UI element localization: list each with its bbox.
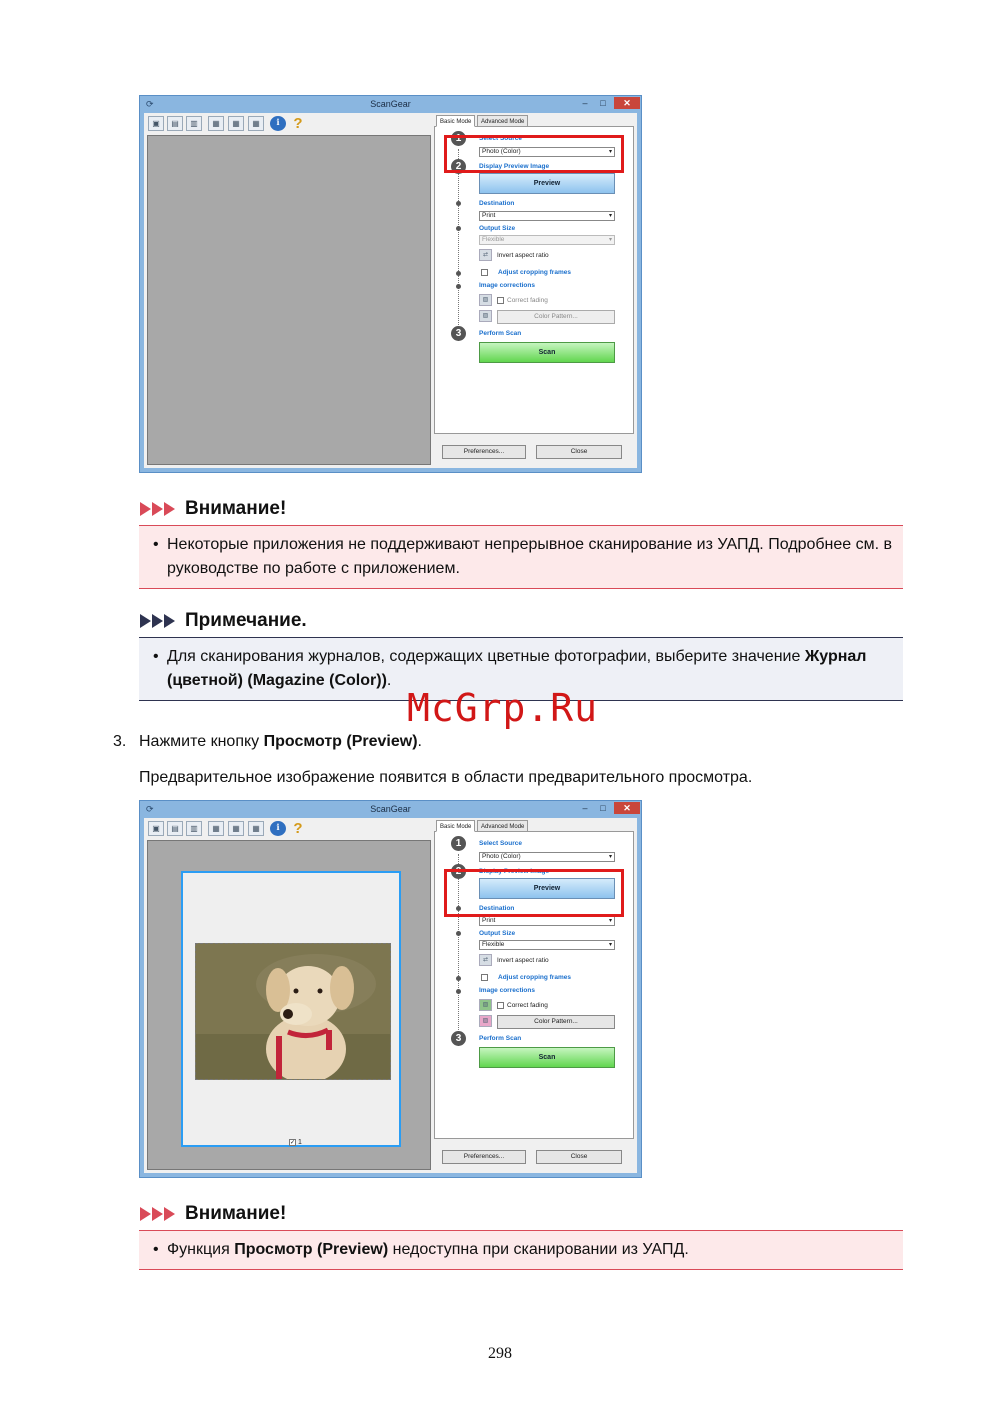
preview-button[interactable]: Preview (479, 878, 615, 899)
info-icon[interactable]: i (270, 821, 286, 836)
warning-box (139, 1230, 903, 1270)
scan-button[interactable]: Scan (479, 1047, 615, 1068)
chevron-down-icon: ▾ (608, 918, 612, 924)
scangear-window-1 (139, 95, 642, 473)
title-bar (140, 96, 641, 113)
warning-arrows-icon (140, 1207, 180, 1222)
output-size-label: Output Size (479, 225, 516, 232)
chevron-down-icon: ▾ (608, 854, 612, 860)
chevron-down-icon: ▾ (608, 237, 612, 243)
color-pattern-icon: ▨ (479, 1015, 492, 1027)
step-3-badge: 3 (451, 326, 466, 341)
adjust-cropping-checkbox[interactable] (481, 974, 488, 981)
destination-label: Destination (479, 200, 515, 207)
tab-basic-mode[interactable]: Basic Mode (436, 820, 475, 832)
perform-scan-label: Perform Scan (479, 330, 522, 337)
select-all-frames-icon[interactable]: ▦ (228, 821, 244, 836)
select-source-label: Select Source (479, 840, 522, 847)
step-1-badge: 1 (451, 131, 466, 146)
step-2-badge: 2 (451, 864, 466, 879)
close-button[interactable]: Close (536, 445, 622, 459)
tab-advanced-mode[interactable]: Advanced Mode (477, 115, 528, 127)
maximize-button[interactable]: □ (600, 98, 606, 108)
note-arrows-icon (140, 614, 180, 629)
display-preview-label: Display Preview Image (479, 163, 550, 170)
list-item: • Для сканирования журналов, содержащих цветные фотографии, выберите значение Журнал (цветной) (Magazine (Color)). (153, 648, 867, 689)
destination-select-value: Print (482, 917, 496, 924)
destination-bullet (456, 201, 461, 206)
help-icon[interactable]: ? (293, 115, 303, 132)
highlight-select-source (444, 135, 624, 173)
window-title: ScanGear (370, 804, 411, 814)
step-3-text-bold: Просмотр (Preview) (263, 733, 418, 750)
chevron-down-icon: ▾ (608, 213, 612, 219)
step-3-text-before: Нажмите кнопку (139, 733, 264, 750)
invert-aspect-label: Invert aspect ratio (497, 957, 549, 964)
thumbnail-view-icon[interactable]: ▦ (248, 116, 264, 131)
adjust-cropping-checkbox[interactable] (481, 269, 488, 276)
color-pattern-icon: ▨ (479, 310, 492, 322)
output-size-select[interactable] (479, 940, 615, 950)
mirror-image-icon[interactable]: ▥ (186, 116, 202, 131)
color-pattern-button[interactable]: Color Pattern... (497, 1015, 615, 1029)
multi-crop-icon[interactable]: ▦ (208, 821, 224, 836)
step-1-badge: 1 (451, 836, 466, 851)
image-corrections-label: Image corrections (479, 987, 535, 994)
app-icon: ⟳ (146, 804, 154, 814)
step-3-instruction (139, 730, 422, 754)
mirror-image-icon[interactable]: ▥ (186, 821, 202, 836)
step-3-text-after: . (417, 733, 422, 750)
frame-number: 1 (298, 1139, 302, 1146)
adjust-cropping-label[interactable]: Adjust cropping frames (498, 974, 571, 981)
watermark: McGrp.Ru (407, 686, 599, 730)
correct-fading-icon: ▧ (479, 294, 492, 306)
select-source-label: Select Source (479, 135, 522, 142)
image-corrections-bullet (456, 284, 461, 289)
tab-basic-mode[interactable]: Basic Mode (436, 115, 475, 127)
preferences-button[interactable]: Preferences... (442, 1150, 526, 1164)
multi-crop-icon[interactable]: ▦ (208, 116, 224, 131)
crop-image-icon[interactable]: ▤ (167, 821, 183, 836)
warning-box (139, 525, 903, 589)
chevron-down-icon: ▾ (608, 149, 612, 155)
warning-heading: Внимание! (185, 498, 287, 519)
step-3-badge: 3 (451, 1031, 466, 1046)
list-item: • Некоторые приложения не поддерживают непрерывное сканирование из УАПД. Подробнее см. в руководстве по работе с приложением. (153, 536, 892, 577)
adjust-cropping-bullet (456, 271, 461, 276)
highlight-display-preview (444, 869, 624, 917)
correct-fading-icon: ▧ (479, 999, 492, 1011)
info-icon[interactable]: i (270, 116, 286, 131)
close-button[interactable]: Close (536, 1150, 622, 1164)
app-icon: ⟳ (146, 99, 154, 109)
output-size-label: Output Size (479, 930, 516, 937)
output-size-select[interactable] (479, 235, 615, 245)
minimize-button[interactable]: – (582, 803, 588, 813)
correct-fading-label: Correct fading (507, 297, 548, 304)
destination-select-value: Print (482, 212, 496, 219)
note-text-bold: Журнал (цветной) (Magazine (Color)) (167, 648, 867, 689)
note-text-before: Для сканирования журналов, содержащих цветные фотографии, выберите значение (167, 648, 805, 665)
adjust-cropping-label[interactable]: Adjust cropping frames (498, 269, 571, 276)
display-preview-label: Display Preview Image (479, 868, 550, 875)
source-select-value: Photo (Color) (482, 148, 521, 155)
note-text-after: . (386, 672, 392, 689)
color-pattern-button[interactable]: Color Pattern... (497, 310, 615, 324)
adjust-cropping-bullet (456, 976, 461, 981)
close-window-button[interactable]: ✕ (614, 802, 640, 814)
step-3-number: 3. (113, 733, 127, 750)
frame-checkbox[interactable]: ✓ (290, 1140, 296, 1146)
toolbar (144, 818, 432, 840)
minimize-button[interactable]: – (582, 98, 588, 108)
invert-aspect-label: Invert aspect ratio (497, 252, 549, 259)
warning-text: Некоторые приложения не поддерживают непрерывное сканирование из УАПД. Подробнее см. в руководстве по работе с приложением. (167, 536, 892, 577)
warning-text-before: Функция (167, 1241, 235, 1258)
output-size-select-value: Flexible (482, 236, 505, 243)
scan-photo-icon[interactable]: ▣ (148, 116, 164, 131)
image-corrections-bullet (456, 989, 461, 994)
title-bar (140, 801, 641, 818)
preview-area[interactable] (147, 840, 431, 1170)
destination-label: Destination (479, 905, 515, 912)
warning-text-bold: Просмотр (Preview) (234, 1241, 389, 1258)
output-size-bullet (456, 931, 461, 936)
thumbnail-view-icon[interactable]: ▦ (248, 821, 264, 836)
toolbar (144, 113, 432, 135)
invert-aspect-icon[interactable]: ⇄ (479, 954, 492, 966)
preferences-button[interactable]: Preferences... (442, 445, 526, 459)
preview-area[interactable] (147, 135, 431, 465)
dog-photo[interactable] (195, 943, 391, 1080)
source-select-value: Photo (Color) (482, 853, 521, 860)
scangear-window-2 (139, 800, 642, 1178)
window-title: ScanGear (370, 99, 411, 109)
image-corrections-label: Image corrections (479, 282, 535, 289)
warning-text-after: недоступна при сканировании из УАПД. (388, 1241, 689, 1258)
select-all-frames-icon[interactable]: ▦ (228, 116, 244, 131)
output-size-select-value: Flexible (482, 941, 505, 948)
correct-fading-checkbox[interactable] (497, 297, 504, 304)
preview-button[interactable]: Preview (479, 173, 615, 194)
warning-heading: Внимание! (185, 1203, 287, 1224)
source-select[interactable] (479, 852, 615, 862)
warning-arrows-icon (140, 502, 180, 517)
output-size-bullet (456, 226, 461, 231)
dog-photo-image (196, 944, 391, 1080)
chevron-down-icon: ▾ (608, 942, 612, 948)
scan-button[interactable]: Scan (479, 342, 615, 363)
correct-fading-label: Correct fading (507, 1002, 548, 1009)
help-icon[interactable]: ? (293, 820, 303, 837)
crop-image-icon[interactable]: ▤ (167, 116, 183, 131)
correct-fading-checkbox[interactable] (497, 1002, 504, 1009)
close-window-button[interactable]: ✕ (614, 97, 640, 109)
list-item: • Функция Просмотр (Preview) недоступна при сканировании из УАПД. (153, 1241, 689, 1258)
invert-aspect-icon[interactable]: ⇄ (479, 249, 492, 261)
note-heading: Примечание. (185, 610, 307, 631)
step-3-description: Предварительное изображение появится в области предварительного просмотра. (139, 769, 753, 786)
maximize-button[interactable]: □ (600, 803, 606, 813)
preview-sheet[interactable] (181, 871, 401, 1147)
destination-select[interactable] (479, 916, 615, 926)
scan-photo-icon[interactable]: ▣ (148, 821, 164, 836)
tab-advanced-mode[interactable]: Advanced Mode (477, 820, 528, 832)
destination-select[interactable] (479, 211, 615, 221)
step-2-badge: 2 (451, 159, 466, 174)
step-connector (458, 149, 459, 341)
perform-scan-label: Perform Scan (479, 1035, 522, 1042)
page-number: 298 (488, 1345, 512, 1362)
